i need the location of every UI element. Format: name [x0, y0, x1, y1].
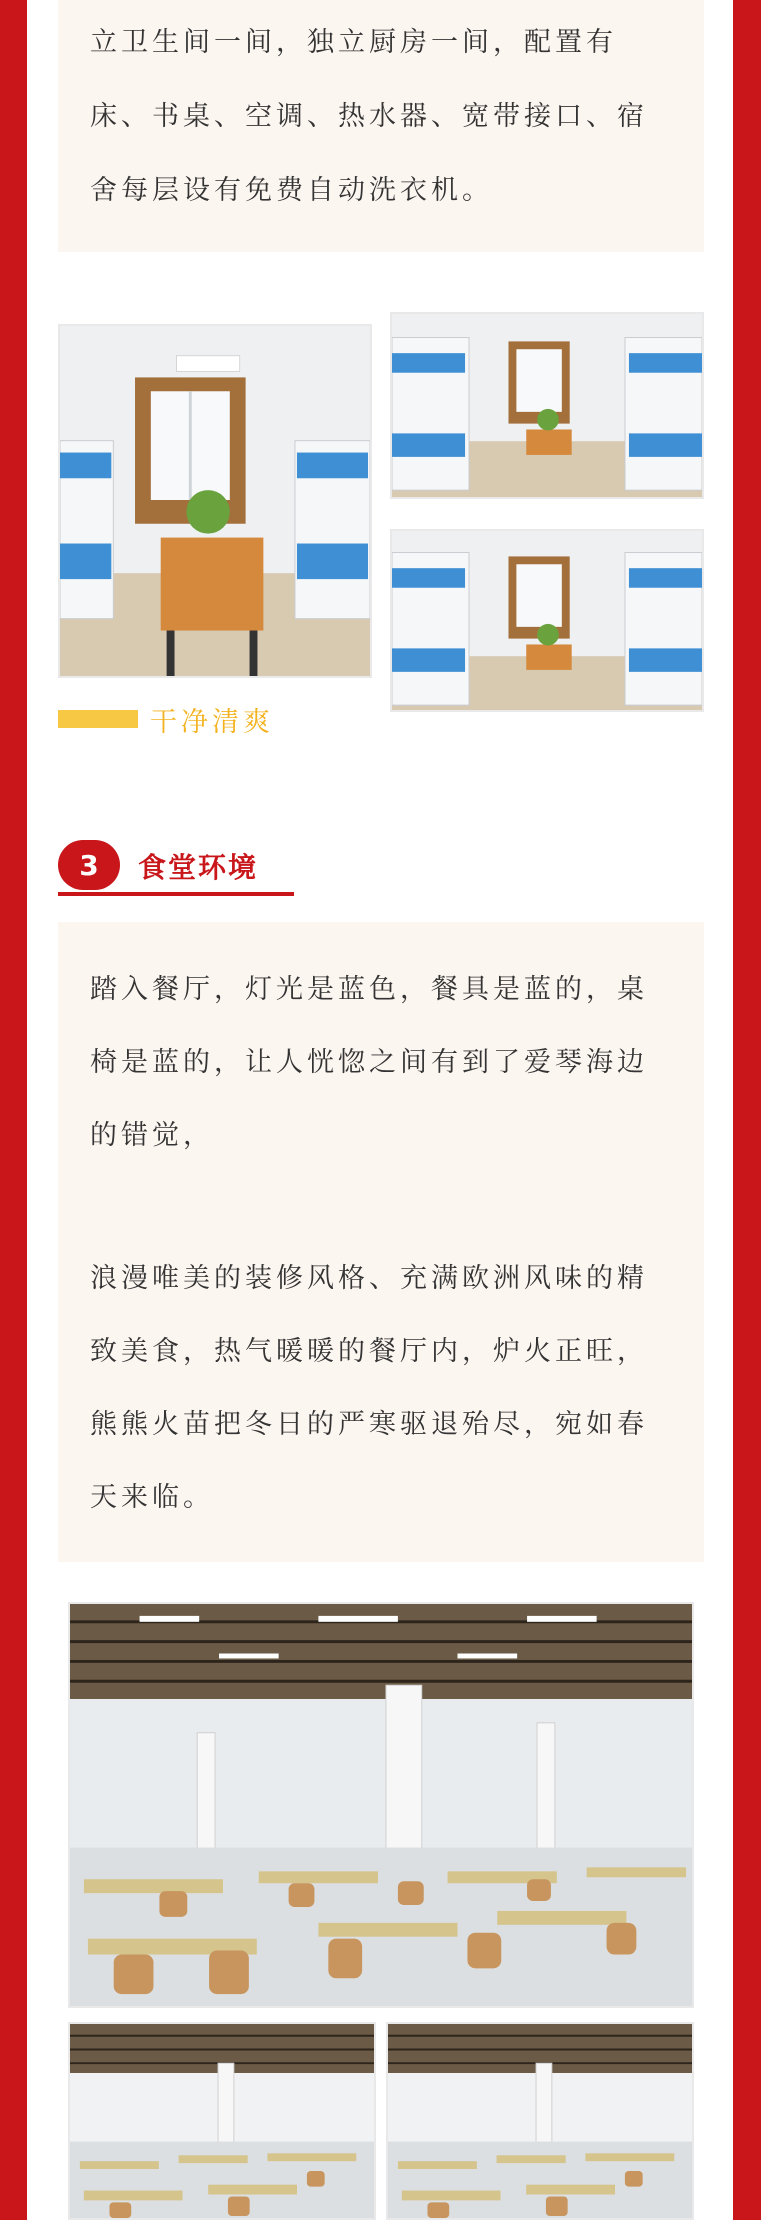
caption-text: 干净清爽	[150, 706, 274, 738]
dorm-line: 立卫生间一间，独立厨房一间，配置有	[90, 27, 617, 58]
canteen-line: 踏入餐厅，灯光是蓝色，餐具是蓝的，桌	[90, 974, 648, 1005]
canteen-line: 椅是蓝的，让人恍惚之间有到了爱琴海边	[90, 1047, 648, 1078]
canteen-photo-bottom-left	[68, 2022, 376, 2220]
canteen-line: 致美食，热气暖暖的餐厅内，炉火正旺，	[90, 1336, 648, 1367]
caption-accent-bar	[58, 710, 138, 728]
canteen-description-box	[58, 922, 704, 1562]
canteen-photo-bottom-right	[386, 2022, 694, 2220]
section-title: 食堂环境	[138, 851, 259, 884]
dorm-photo-top-right	[390, 312, 704, 499]
canteen-line: 天来临。	[90, 1482, 214, 1513]
left-red-border	[0, 0, 27, 2220]
section-underline	[58, 892, 294, 896]
section-header	[58, 832, 298, 896]
dorm-line: 床、书桌、空调、热水器、宽带接口、宿	[90, 101, 648, 132]
canteen-line: 的错觉，	[90, 1120, 214, 1151]
canteen-line: 浪漫唯美的装修风格、充满欧洲风味的精	[90, 1263, 648, 1294]
dorm-photo-bottom-right	[390, 529, 704, 712]
dorm-caption-tag	[58, 706, 274, 738]
dorm-line: 舍每层设有免费自动洗衣机。	[90, 175, 493, 206]
dorm-description-box	[58, 0, 704, 252]
canteen-photo-large	[68, 1602, 694, 2008]
right-red-border	[733, 0, 761, 2220]
canteen-line: 熊熊火苗把冬日的严寒驱退殆尽，宛如春	[90, 1409, 648, 1440]
dorm-photo-large	[58, 324, 372, 678]
section-number-badge: 3	[58, 840, 120, 890]
